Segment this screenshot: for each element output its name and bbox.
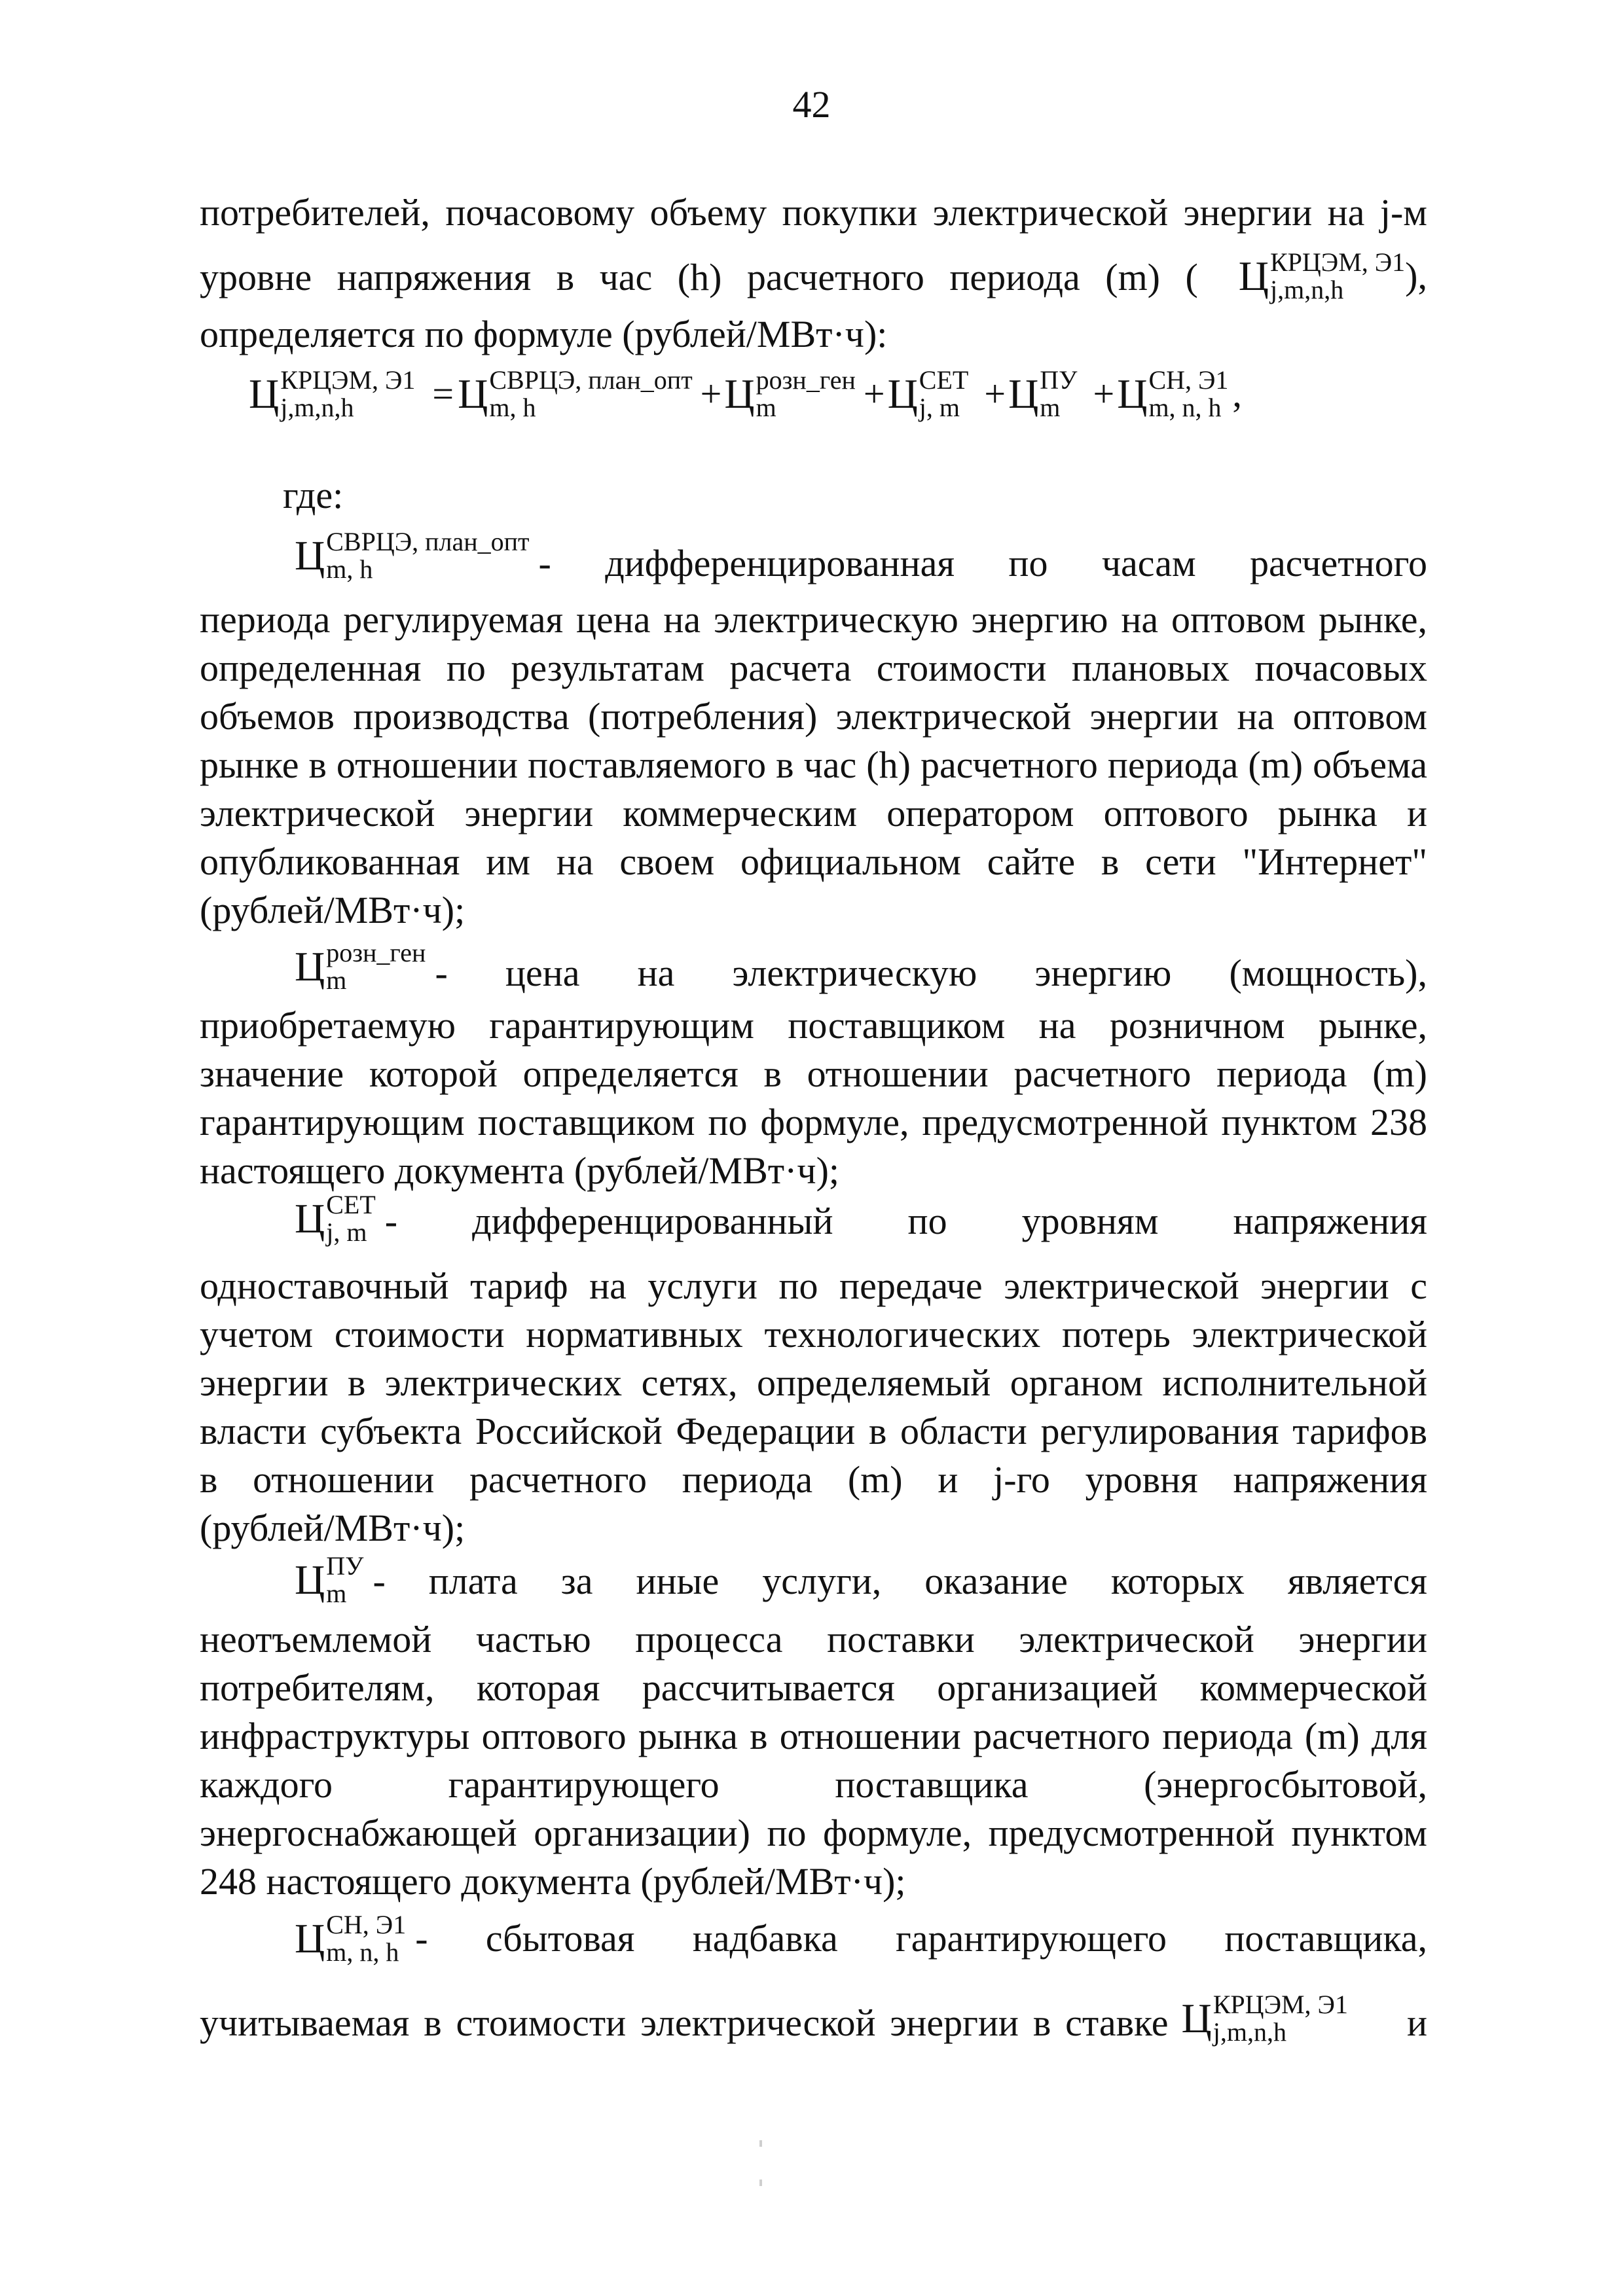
definition-text: - дифференцированная по часам расчетного — [538, 542, 1427, 584]
definition-set-head — [295, 1191, 1427, 1246]
text-line: инфраструктуры оптового рынка в отношении расчетного периода (m) для — [200, 1715, 1427, 1757]
definition-text: - плата за иные услуги, оказание которых является — [373, 1560, 1427, 1602]
text-line: энергоснабжающей организации) по формуле, предусмотренной пунктом — [200, 1812, 1427, 1854]
text-line: определяется по формуле (рублей/МВт·ч): — [200, 313, 888, 355]
text-line-with-symbol — [200, 1990, 1427, 2047]
text-line: периода регулируемая цена на электрическую энергию на оптовом рынке, — [200, 598, 1427, 641]
text-line: потребителям, которая рассчитывается организацией коммерческой — [200, 1666, 1427, 1709]
formula-equals: = — [432, 372, 454, 415]
text-line: власти субъекта Российской Федерации в области регулирования тарифов — [200, 1410, 1427, 1452]
text-line: в отношении расчетного периода (m) и j-го уровня напряжения — [200, 1458, 1427, 1501]
formula-plus: + — [1093, 372, 1115, 415]
definition-text: - дифференцированный по уровням напряжения — [384, 1200, 1427, 1242]
symbol-indices: СЕТ j, m — [326, 1190, 376, 1247]
symbol-base: Ц — [295, 1556, 325, 1603]
scan-speck — [759, 2179, 762, 2186]
text-line: объемов производства (потребления) электрической энергии на оптовом — [200, 695, 1427, 738]
definition-pu-head — [295, 1552, 1427, 1607]
text-line: каждого гарантирующего поставщика (энергосбытовой, — [200, 1763, 1427, 1806]
symbol-base: Ц — [295, 1915, 325, 1962]
formula-plus: + — [984, 372, 1006, 415]
text-line: гарантирующим поставщиком по формуле, предусмотренной пунктом 238 — [200, 1101, 1427, 1143]
text-line: приобретаемую гарантирующим поставщиком на розничном рынке, — [200, 1004, 1427, 1047]
formula-lhs-base: Ц — [249, 370, 280, 417]
formula-plus: + — [700, 372, 722, 415]
symbol-krcem: Ц КРЦЭМ, Э1 j,m,n,h ), — [1238, 247, 1427, 304]
text-line: электрической энергии коммерческим оператором оптового рынка и — [200, 792, 1427, 834]
formula-term-base: Ц — [887, 370, 918, 417]
formula-plus: + — [863, 372, 885, 415]
text-fragment: уровне напряжения в час (h) расчетного периода (m) ( — [200, 256, 1198, 298]
text-line: опубликованная им на своем официальном сайте в сети "Интернет" — [200, 840, 1427, 883]
text-line: (рублей/МВт·ч); — [200, 1507, 465, 1549]
formula-term-indices: розн_ген m — [756, 365, 856, 422]
symbol-base: Ц — [295, 1195, 325, 1242]
symbol-indices: КРЦЭМ, Э1 j,m,n,h — [1213, 1990, 1348, 2047]
text-line: определенная по результатам расчета стоимости плановых почасовых — [200, 647, 1427, 689]
symbol-base: Ц — [1181, 1995, 1212, 2041]
where-label: где: — [283, 474, 344, 516]
definition-svrce-head — [295, 524, 1427, 588]
text-line: (рублей/МВт·ч); — [200, 889, 465, 931]
definition-rozn-head — [295, 936, 1427, 997]
text-fragment: учитываемая в стоимости электрической энергии в ставке — [200, 2001, 1169, 2044]
text-line: неотъемлемой частью процесса поставки электрической энергии — [200, 1618, 1427, 1660]
formula-term-base: Ц — [724, 370, 755, 417]
formula-term-base: Ц — [1008, 370, 1039, 417]
formula-term-indices: СН, Э1 m, n, h — [1148, 365, 1229, 422]
formula-term-base: Ц — [458, 370, 488, 417]
text-line: одноставочный тариф на услуги по передаче электрической энергии с — [200, 1265, 1427, 1307]
text-line-with-symbol — [200, 249, 1427, 304]
symbol-indices: СН, Э1 m, n, h — [326, 1910, 407, 1967]
scan-speck — [759, 2140, 762, 2147]
formula — [249, 367, 1242, 422]
text-line: настоящего документа (рублей/МВт·ч); — [200, 1149, 840, 1192]
definition-text: - сбытовая надбавка гарантирующего поставщика, — [415, 1917, 1427, 1960]
text-line: энергии в электрических сетях, определяемый органом исполнительной — [200, 1361, 1427, 1404]
formula-term-indices: СЕТ j, m — [919, 365, 969, 422]
formula-end-comma: , — [1232, 372, 1242, 415]
text-fragment: и — [1406, 2001, 1427, 2044]
text-line: 248 настоящего документа (рублей/МВт·ч); — [200, 1860, 906, 1903]
symbol-base: Ц — [295, 943, 325, 990]
page-number: 42 — [792, 83, 831, 126]
definition-sn-head — [295, 1911, 1427, 1966]
text-line: значение которой определяется в отношении расчетного периода (m) — [200, 1052, 1427, 1095]
symbol-base: Ц — [295, 532, 325, 579]
symbol-indices: СВРЦЭ, план_опт m, h — [326, 527, 530, 584]
formula-term-base: Ц — [1117, 370, 1148, 417]
formula-term-indices: ПУ m — [1040, 365, 1078, 422]
formula-lhs-indices: КРЦЭМ, Э1 j,m,n,h — [280, 365, 416, 422]
text-line: потребителей, почасовому объему покупки электрической энергии на j-м — [200, 191, 1427, 234]
symbol-indices: ПУ m — [326, 1551, 364, 1608]
text-line: учетом стоимости нормативных технологических потерь электрической — [200, 1313, 1427, 1355]
text-line: рынке в отношении поставляемого в час (h) расчетного периода (m) объема — [200, 744, 1427, 786]
formula-term-indices: СВРЦЭ, план_опт m, h — [489, 365, 693, 422]
symbol-indices: розн_ген m — [326, 938, 426, 995]
definition-text: - цена на электрическую энергию (мощность), — [435, 952, 1427, 994]
